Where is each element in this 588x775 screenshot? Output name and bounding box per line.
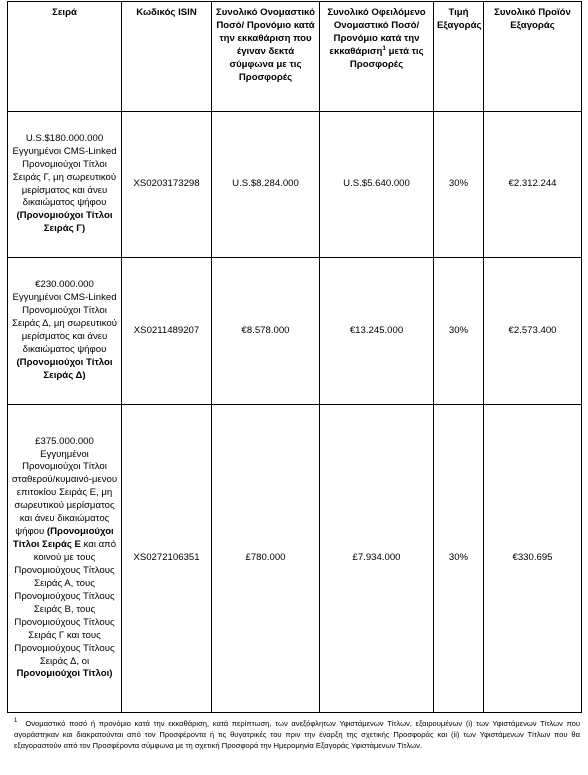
cell-outstanding-amount: £7.934.000 [320, 405, 434, 713]
cell-price: 30% [434, 405, 484, 713]
header-outstanding-text: Συνολικό Οφειλόμενο Ονομαστικό Ποσό/ Προνόμιο κατά την εκκαθάριση [327, 7, 426, 57]
series-short-name: (Προνομιούχοι Τίτλοι Σειράς Γ) [16, 210, 113, 235]
series-description-continued: και από κοινού με τους Προνομιούχους Τίτλους Σειράς Α, τους Προνομιούχους Τίτλους Σειράς Β, τους Προνομιούχους Τίτλους Σειράς Γ και τους Προνομιούχους Τίτλους Σειράς Δ, οι [14, 539, 117, 667]
cell-price: 30% [434, 112, 484, 258]
cell-accepted-amount: £780.000 [212, 405, 320, 713]
footnote-reference: 1 [382, 44, 386, 52]
series-description: £375.000.000 Εγγυημένοι Προνομιούχοι Τίτλοι σταθερού/κυμαινό-μενου επιτοκίου Σειράς Ε, μη σωρευτικού μερίσματος και άνευ δικαιώματος ψήφου [11, 435, 118, 538]
cell-isin: XS0211489207 [122, 258, 212, 405]
cell-price: 30% [434, 258, 484, 405]
table-row [8, 258, 582, 405]
table-row [8, 405, 582, 713]
footnote [14, 718, 580, 751]
cell-series [8, 112, 122, 258]
header-series: Σειρά [8, 2, 122, 112]
cell-series [8, 405, 122, 713]
footnote-text: Ονομαστικό ποσό ή προνόμιο κατά την εκκαθάριση, κατά περίπτωση, των ανεξόφλητων Υφιστάμενων Τίτλων, εξαιρουμένων (i) των Υφιστάμενων Τίτλων που αγοράστηκαν και διακρατούνται από τον Προσφέροντα ή τις θυγατρικές του πριν την έναρξη της σχετικής Προσφοράς και (ii) των Υφιστάμενων Τίτλων που θα εξαγοραστούν από τον Προσφέροντα σύμφωνα με τη σχετική Προσφορά την Ημερομηνία Εξαγοράς Υφιστάμενων Τίτλων. [14, 719, 580, 750]
series-short-name: (Προνομιούχοι Τίτλοι Σειράς Ε [12, 526, 114, 551]
cell-isin: XS0203173298 [122, 112, 212, 258]
tender-results-table [7, 1, 582, 713]
cell-outstanding-amount: U.S.$5.640.000 [320, 112, 434, 258]
series-description: €230.000.000 Εγγυημένοι CMS-Linked Προνομιούχοι Τίτλοι Σειράς Δ, μη σωρευτικού μερίσματος και άνευ δικαιώματος ψήφου [12, 279, 117, 355]
cell-outstanding-amount: €13.245.000 [320, 258, 434, 405]
cell-accepted-amount: U.S.$8.284.000 [212, 112, 320, 258]
cell-proceeds: €330.695 [484, 405, 582, 713]
header-proceeds: Συνολικό Προϊόν Εξαγοράς [484, 2, 582, 112]
header-outstanding-amount [320, 2, 434, 112]
header-accepted-amount: Συνολικό Ονομαστικό Ποσό/ Προνόμιο κατά την εκκαθάριση που έγιναν δεκτά σύμφωνα με τις Προσφορές [212, 2, 320, 112]
cell-proceeds: €2.312.244 [484, 112, 582, 258]
table-row [8, 112, 582, 258]
cell-proceeds: €2.573.400 [484, 258, 582, 405]
cell-accepted-amount: €8.578.000 [212, 258, 320, 405]
table-header-row [8, 2, 582, 112]
footnote-mark: 1 [14, 718, 18, 725]
cell-isin: XS0272106351 [122, 405, 212, 713]
header-isin: Κωδικός ISIN [122, 2, 212, 112]
series-collective-name: Προνομιούχοι Τίτλοι) [16, 668, 113, 680]
header-outstanding-tail: μετά τις Προσφορές [349, 45, 424, 70]
series-description: U.S.$180.000.000 Εγγυημένοι CMS-Linked Προνομιούχοι Τίτλοι Σειράς Γ, μη σωρευτικού μερίσματος και άνευ δικαιώματος ψήφου [12, 132, 117, 209]
series-short-name: (Προνομιούχοι Τίτλοι Σειράς Δ) [16, 356, 113, 381]
header-price: Τιμή Εξαγοράς [434, 2, 484, 112]
cell-series [8, 258, 122, 405]
